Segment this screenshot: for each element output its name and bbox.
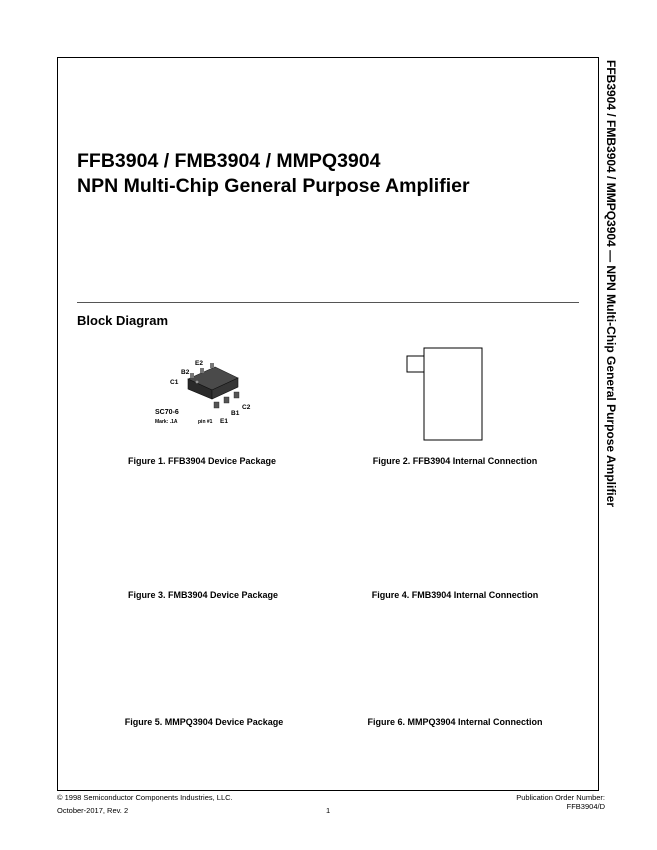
figure-4-caption: Figure 4. FMB3904 Internal Connection	[371, 590, 539, 600]
footer-date-rev: October-2017, Rev. 2	[57, 806, 129, 815]
pin-label-e1: E1	[220, 418, 228, 425]
footer-pub-label: Publication Order Number:	[516, 793, 605, 802]
pin-label-c2: C2	[242, 404, 251, 411]
package-diagram	[150, 352, 260, 432]
lead-b1	[224, 397, 229, 403]
side-title: FFB3904 / FMB3904 / MMPQ3904 — NPN Multi-Chip General Purpose Amplifier	[604, 60, 618, 507]
section-heading: Block Diagram	[77, 313, 169, 328]
internal-connection-diagram	[404, 346, 484, 442]
lead-c2	[234, 392, 239, 398]
figure-6-caption: Figure 6. MMPQ3904 Internal Connection	[367, 717, 543, 727]
lead-b2	[200, 368, 204, 373]
figure-2-caption: Figure 2. FFB3904 Internal Connection	[372, 456, 538, 466]
lead-e1	[214, 402, 219, 408]
chip-body	[424, 348, 482, 440]
title-line-2: NPN Multi-Chip General Purpose Amplifier	[77, 175, 470, 197]
pin-label-e2: E2	[195, 360, 203, 367]
lead-e2	[210, 363, 214, 368]
package-mark: Mark: .1A	[155, 419, 178, 425]
figure-1-caption: Figure 1. FFB3904 Device Package	[127, 456, 277, 466]
footer-copyright: © 1998 Semiconductor Components Industries, LLC.	[57, 793, 233, 802]
pin1-label: pin #1	[198, 419, 213, 425]
package-name: SC70-6	[155, 409, 179, 416]
lead-c1	[190, 373, 194, 378]
pin-label-b2: B2	[181, 369, 190, 376]
pin-label-c1: C1	[170, 379, 179, 386]
footer-pub-number: FFB3904/D	[566, 802, 605, 811]
figure-5-caption: Figure 5. MMPQ3904 Device Package	[124, 717, 284, 727]
section-divider	[77, 302, 579, 303]
footer-page-number: 1	[326, 806, 331, 815]
chip-tab	[407, 356, 424, 372]
title-line-1: FFB3904 / FMB3904 / MMPQ3904	[77, 150, 381, 172]
pin1-dot	[196, 381, 199, 384]
figure-3-caption: Figure 3. FMB3904 Device Package	[127, 590, 279, 600]
pin-label-b1: B1	[231, 410, 240, 417]
